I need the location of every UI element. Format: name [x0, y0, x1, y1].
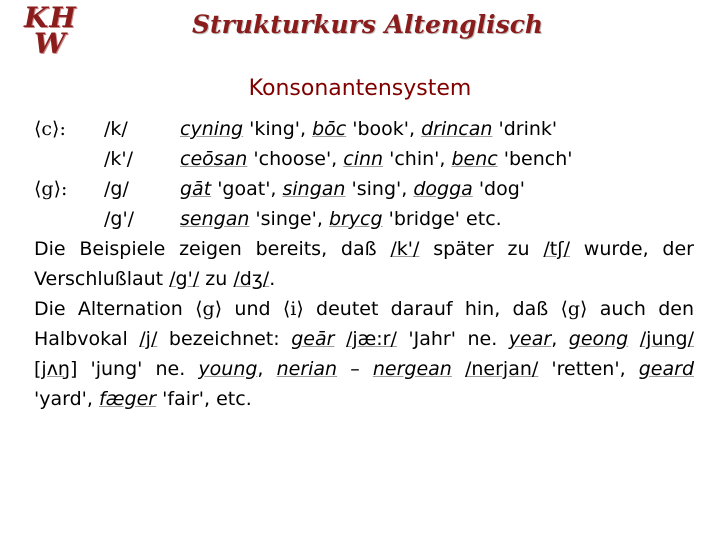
logo-line-2: W — [34, 27, 67, 60]
example-word: brycg — [328, 208, 383, 230]
text: zu — [199, 268, 234, 290]
text: . — [269, 268, 276, 290]
text: Die Beispiele zeigen bereits, daß — [34, 238, 391, 260]
gloss: 'goat', — [211, 178, 283, 200]
phoneme: /nerjan/ — [464, 358, 539, 380]
slide-content — [34, 114, 694, 414]
grapheme: ⟨g⟩ — [560, 298, 588, 320]
text: und — [222, 298, 283, 320]
text: 'yard', — [34, 388, 99, 410]
example-row — [34, 204, 694, 234]
gloss: 'sing', — [345, 178, 414, 200]
phoneme: /tʃ/ — [543, 238, 570, 260]
text: 'Jahr' ne. — [396, 328, 509, 350]
example-word: nerian — [276, 358, 338, 380]
examples — [180, 174, 525, 204]
khw-logo — [22, 1, 92, 60]
gloss: 'dog' — [472, 178, 526, 200]
phoneme: /g'/ — [104, 208, 135, 230]
example-word: cyning — [180, 118, 244, 140]
paragraph-alternation — [34, 294, 694, 414]
gloss: 'drink' — [492, 118, 558, 140]
text: , — [551, 328, 569, 350]
example-word: geār — [291, 328, 335, 350]
examples — [180, 144, 572, 174]
examples — [180, 114, 557, 144]
example-word: ceōsan — [180, 148, 248, 170]
course-title: Strukturkurs Altenglisch — [192, 10, 544, 39]
example-row — [34, 144, 694, 174]
grapheme: ⟨c⟩: — [34, 118, 66, 140]
text: später zu — [419, 238, 544, 260]
phoneme: /jæ:r/ — [345, 328, 397, 350]
example-rows — [34, 114, 694, 234]
phoneme: /j/ — [139, 328, 158, 350]
example-word: benc — [451, 148, 498, 170]
text: wurde, der Verschlußlaut — [34, 238, 694, 290]
example-word: bōc — [312, 118, 347, 140]
example-word: year — [508, 328, 552, 350]
example-row — [34, 114, 694, 144]
text: bezeichnet: — [157, 328, 292, 350]
paragraph-palatalization — [34, 234, 694, 294]
phoneme: /k'/ — [390, 238, 420, 260]
phoneme: /g'/ — [169, 268, 200, 290]
text — [452, 358, 465, 380]
gloss: 'choose', — [247, 148, 344, 170]
phoneme: /g/ — [104, 178, 129, 200]
example-word: singan — [282, 178, 346, 200]
phoneme: /k/ — [104, 118, 128, 140]
example-word: young — [198, 358, 258, 380]
phoneme: /k'/ — [104, 148, 134, 170]
example-word: geong — [568, 328, 629, 350]
example-word: geard — [638, 358, 694, 380]
gloss: 'singe', — [249, 208, 329, 230]
phonetic-transcription: [jʌŋ] — [34, 358, 78, 380]
text: auch den Halbvokal — [34, 298, 695, 350]
examples — [180, 204, 502, 234]
gloss: 'king', — [243, 118, 313, 140]
logo-line-1: KH — [24, 1, 77, 34]
grapheme: ⟨g⟩ — [195, 298, 223, 320]
text: 'fair', etc. — [156, 388, 252, 410]
example-word: nergean — [372, 358, 452, 380]
gloss: 'book', — [346, 118, 422, 140]
example-row — [34, 174, 694, 204]
slide-title: Konsonantensystem — [248, 76, 472, 101]
example-word: dogga — [413, 178, 473, 200]
example-word: drincan — [421, 118, 493, 140]
gloss: 'bridge' etc. — [382, 208, 502, 230]
phoneme: /jung/ — [639, 328, 695, 350]
grapheme: ⟨i⟩ — [282, 298, 304, 320]
text: , — [257, 358, 277, 380]
text — [628, 328, 640, 350]
text: – — [337, 358, 373, 380]
phoneme: /dʒ/ — [233, 268, 270, 290]
text: Die Alternation — [34, 298, 196, 320]
example-word: gāt — [180, 178, 212, 200]
example-word: cinn — [343, 148, 384, 170]
example-word: fæger — [98, 388, 157, 410]
grapheme: ⟨g⟩: — [34, 178, 68, 200]
text: deutet darauf hin, daß — [303, 298, 561, 320]
text — [334, 328, 346, 350]
example-word: sengan — [180, 208, 250, 230]
gloss: 'bench' — [497, 148, 573, 170]
text: 'retten', — [538, 358, 639, 380]
gloss: 'chin', — [383, 148, 452, 170]
text: 'jung' ne. — [77, 358, 199, 380]
